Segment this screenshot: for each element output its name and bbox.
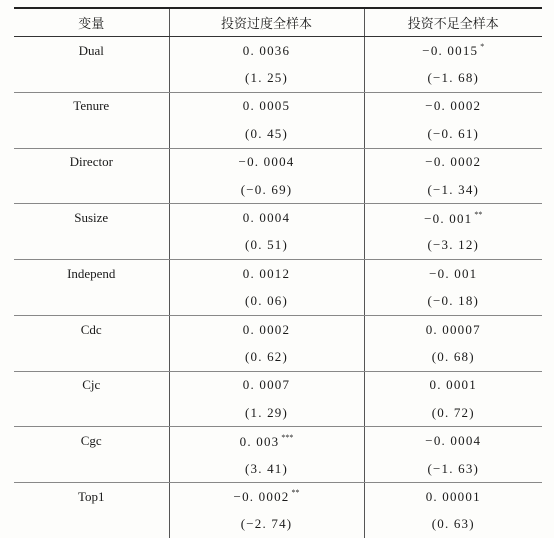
table-row: [14, 120, 542, 148]
coef-value: 0. 00007: [425, 321, 481, 337]
underinvestment-coef: [364, 371, 542, 399]
coef-value: 0. 0036: [242, 42, 291, 58]
overinvestment-tstat: (0. 45): [169, 120, 364, 148]
overinvestment-tstat: (1. 25): [169, 64, 364, 92]
coef-value: 0. 003: [239, 433, 280, 449]
coef-value: −0. 0002: [233, 489, 290, 505]
coef-value: −0. 0004: [425, 433, 482, 449]
coef-value: −0. 0004: [238, 154, 295, 170]
underinvestment-tstat: (−3. 12): [364, 232, 542, 260]
underinvestment-coef: [364, 427, 542, 455]
underinvestment-tstat: (−1. 68): [364, 64, 542, 92]
underinvestment-tstat: (−1. 63): [364, 455, 542, 483]
table-row: [14, 483, 542, 511]
regression-table: [14, 7, 542, 538]
underinvestment-tstat: (−1. 34): [364, 176, 542, 204]
table-row: [14, 315, 542, 343]
coef-value: 0. 0002: [242, 321, 291, 337]
underinvestment-coef: [364, 92, 542, 120]
coef-value: 0. 0004: [242, 210, 291, 226]
table-row: [14, 232, 542, 260]
variable-name: Susize: [74, 210, 109, 226]
underinvestment-coef: [364, 37, 542, 65]
table-row: [14, 37, 542, 65]
variable-name-blank: [14, 64, 169, 92]
header-underinvestment: 投资不足全样本: [364, 8, 542, 37]
coef-value: 0. 0012: [242, 265, 291, 281]
table-row: [14, 455, 542, 483]
coef-value: 0. 0007: [242, 377, 291, 393]
underinvestment-coef: [364, 204, 542, 232]
variable-name-blank: [14, 120, 169, 148]
overinvestment-coef: [169, 315, 364, 343]
coef-value: −0. 001: [429, 265, 478, 281]
header-variable: 变量: [14, 8, 169, 37]
table-body: [14, 37, 542, 538]
table-row: [14, 371, 542, 399]
underinvestment-coef: [364, 148, 542, 176]
underinvestment-tstat: (0. 68): [364, 343, 542, 371]
table-row: [14, 92, 542, 120]
variable-name-blank: [14, 455, 169, 483]
overinvestment-tstat: (−2. 74): [169, 511, 364, 538]
table-row: [14, 288, 542, 316]
table-row: [14, 343, 542, 371]
table-row: [14, 64, 542, 92]
header-overinvestment: 投资过度全样本: [169, 8, 364, 37]
variable-name-blank: [14, 288, 169, 316]
coef-value: −0. 0002: [425, 98, 482, 114]
table-row: [14, 511, 542, 538]
variable-name: Cdc: [80, 321, 102, 337]
coef-value: −0. 001: [424, 210, 473, 226]
overinvestment-coef: [169, 204, 364, 232]
table-row: [14, 204, 542, 232]
overinvestment-tstat: (0. 06): [169, 288, 364, 316]
coef-value: 0. 0005: [242, 98, 291, 114]
header-row: [14, 8, 542, 37]
underinvestment-tstat: (−0. 18): [364, 288, 542, 316]
significance-stars: ***: [281, 432, 294, 442]
overinvestment-coef: [169, 371, 364, 399]
variable-name: Cjc: [82, 377, 101, 393]
overinvestment-tstat: (1. 29): [169, 399, 364, 427]
coef-value: −0. 0002: [425, 154, 482, 170]
underinvestment-coef: [364, 483, 542, 511]
variable-name-blank: [14, 399, 169, 427]
overinvestment-tstat: (0. 51): [169, 232, 364, 260]
variable-name-blank: [14, 176, 169, 204]
coef-value: 0. 00001: [425, 488, 481, 504]
significance-stars: **: [291, 488, 300, 498]
significance-stars: *: [480, 42, 485, 52]
overinvestment-tstat: (0. 62): [169, 343, 364, 371]
variable-name: Dual: [78, 42, 104, 58]
coef-value: 0. 0001: [429, 377, 477, 393]
overinvestment-coef: [169, 92, 364, 120]
overinvestment-tstat: (3. 41): [169, 455, 364, 483]
variable-name: Independ: [67, 265, 116, 281]
overinvestment-coef: [169, 148, 364, 176]
overinvestment-tstat: (−0. 69): [169, 176, 364, 204]
underinvestment-coef: [364, 315, 542, 343]
underinvestment-tstat: (0. 72): [364, 399, 542, 427]
overinvestment-coef: [169, 260, 364, 288]
variable-name-blank: [14, 232, 169, 260]
variable-name: Director: [69, 154, 113, 170]
variable-name-blank: [14, 511, 169, 538]
underinvestment-tstat: (−0. 61): [364, 120, 542, 148]
underinvestment-tstat: (0. 63): [364, 511, 542, 538]
overinvestment-coef: [169, 427, 364, 455]
table-row: [14, 260, 542, 288]
table-header: [14, 8, 542, 37]
table-row: [14, 176, 542, 204]
table-row: [14, 148, 542, 176]
table-row: [14, 427, 542, 455]
overinvestment-coef: [169, 37, 364, 65]
variable-name: Top1: [77, 488, 105, 504]
significance-stars: **: [474, 209, 483, 219]
variable-name: Tenure: [73, 98, 110, 114]
coef-value: −0. 0015: [422, 43, 479, 59]
underinvestment-coef: [364, 260, 542, 288]
overinvestment-coef: [169, 483, 364, 511]
variable-name-blank: [14, 343, 169, 371]
variable-name: Cgc: [80, 433, 102, 449]
table-row: [14, 399, 542, 427]
